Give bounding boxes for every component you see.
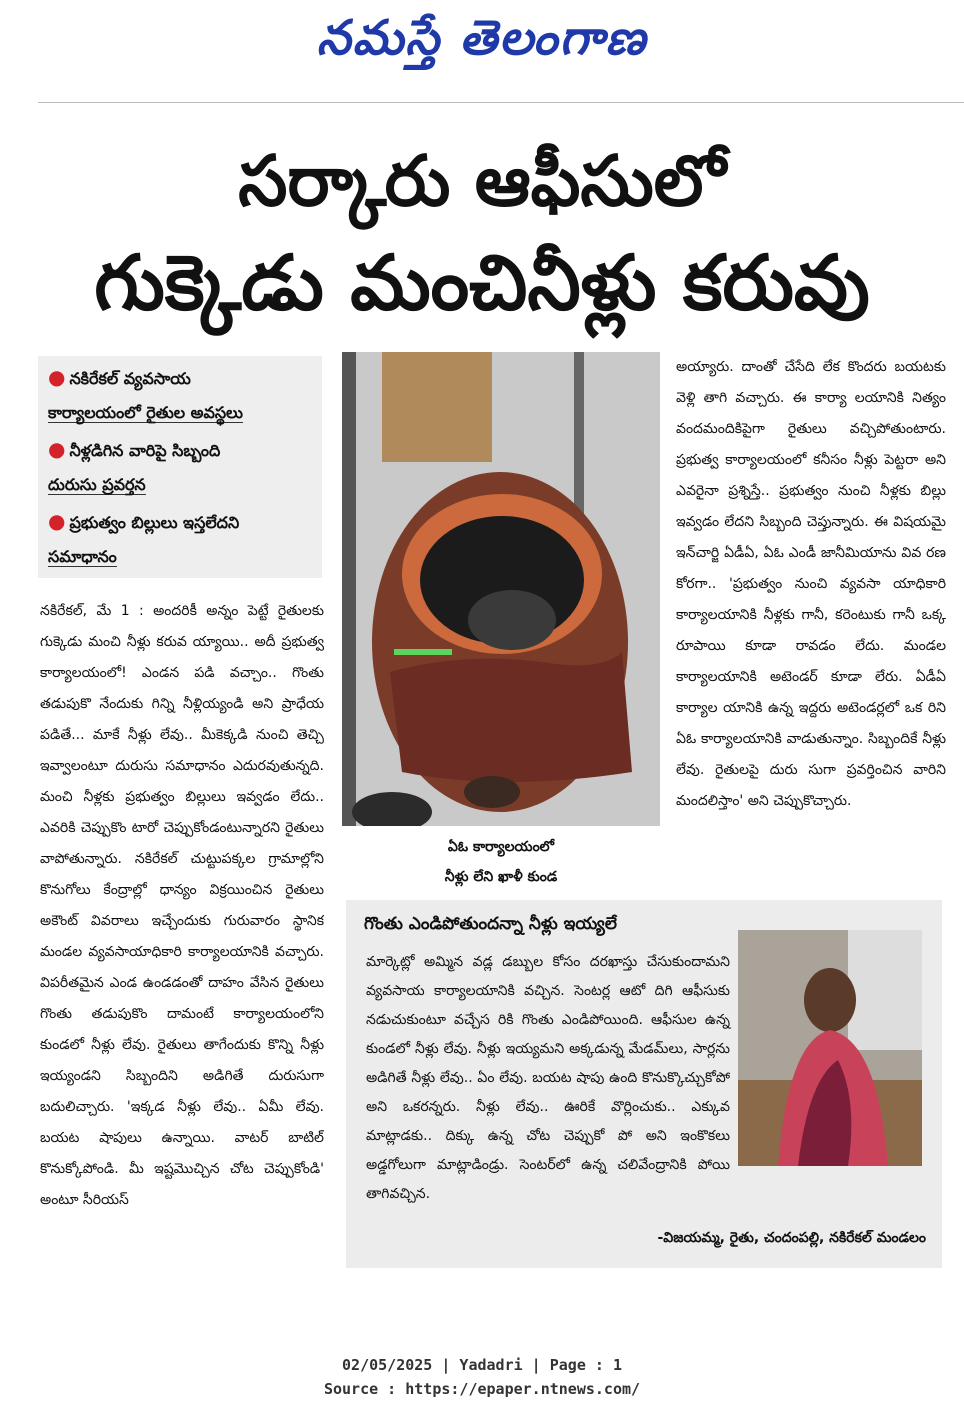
highlight-item	[48, 504, 318, 574]
footer-source-link[interactable]: Source : https://epaper.ntnews.com/	[323, 1380, 641, 1398]
article-body-left: నకిరేకల్, మే 1 : అందరికీ అన్నం పెట్టే రైతులకు గుక్కెడు మంచి నీళ్లు కరువ య్యాయి.. అదీ ప్రభుత్వ కార్యాలయంలో! ఎండన పడి వచ్చాం.. గొంతు తడుపుకొ నేందుకు గిన్ని నీళ్లియ్యండి అని ప్రాధేయ పడితే... మాకే నీళ్లు లేవు.. మీకెక్కడి నుంచి తెచ్చి ఇవ్వాలంటూ దురుసు సమాధానం ఎదురవుతున్నది. మంచి నీళ్లకు ప్రభుత్వం బిల్లులు ఇవ్వడం లేదు.. ఎవరికి చెప్పుకొం టారో చెప్పుకోండంటున్నారని రైతులు వాపోతున్నారు. నకిరేకల్ చుట్టుపక్కల గ్రామాల్లోని కొనుగోలు కేంద్రాల్లో ధాన్యం విక్రయించిన రైతులు అకౌంట్ వివరాలు ఇచ్చేందుకు గురువారం స్థానిక మండల వ్యవసాయాధికారి కార్యాలయానికి వచ్చారు. విపరీతమైన ఎండ ఉండడంతో దాహం వేసిన రైతులు గొంతు తడుపుకొం దామంటే కార్యాలయంలోని కుండలో నీళ్లు లేవు. రైతులు తాగేందుకు కొన్ని నీళ్లు ఇయ్యండని సిబ్బందిని అడిగితే దురుసుగా బదులిచ్చారు. 'ఇక్కడ నీళ్లు లేవు.. ఏమీ లేవు. బయట షాపులు ఉన్నాయి. వాటర్ బాటిల్ కొనుక్కోపోండి. మీ ఇష్టమొచ్చిన చోట చెప్పుకోండి' అంటూ సీరియస్	[40, 603, 324, 1208]
highlight-line: సమాధానం	[48, 547, 117, 566]
article-left-column	[40, 596, 324, 1276]
highlight-line: దురుసు ప్రవర్తన	[48, 475, 146, 494]
caption-line: నీళ్లు లేని ఖాళీ కుండ	[444, 869, 558, 885]
quote-text: మార్కెట్లో అమ్మిన వడ్ల డబ్బుల కోసం దరఖాస్తు చేసుకుందామని వ్యవసాయ కార్యాలయానికి వచ్చిన. సెంటర్ల ఆటో దిగి ఆఫీసుకు నడుచుకుంటూ వచ్చేస రికి గొంతు ఎండిపోయింది. ఆఫీసుల ఉన్న కుండలో నీళ్లు లేవు. నీళ్లు ఇయ్యమని అక్కడున్న మేడమ్‌లు, సార్లను అడిగితే నీళ్లు లేవు.. ఏం లేవు. బయట షాపు ఉంది కొనుక్కొచ్చుకోపో అని ఒకరన్నరు. నీళ్లు లేవు.. ఊరికే వొర్లించుకు.. ఎక్కువ మాట్లాడకు.. దిక్కు ఉన్న చోట చెప్పుకో పో అని ఇంకొకలు అడ్డగోలుగా మాట్లాడిండ్రు. సెంటర్‌లో ఉన్న చలివేంద్రానికి పోయి తాగివచ్చిన.	[366, 954, 730, 1202]
highlights-box	[38, 356, 322, 578]
article-right-column	[676, 352, 946, 882]
bullet-icon: ●	[48, 437, 66, 461]
footer-date-edition: 02/05/2025 | Yadadri | Page : 1	[342, 1356, 622, 1374]
article-body-right: అయ్యారు. దాంతో చేసేది లేక కొందరు బయటకు వెళ్లి తాగి వచ్చారు. ఈ కార్యా లయానికి నిత్యం వందమందికిపైగా రైతులు వచ్చిపోతుంటారు. ప్రభుత్వ కార్యాలయంలో కనీసం నీళ్లు పెట్టరా అని ఎవరైనా ప్రశ్నిస్తే.. ప్రభుత్వం నుంచి నీళ్లకు బిల్లు ఇవ్వడం లేదని సిబ్బంది చెప్తున్నారు. ఈ విషయమై ఇన్‌చార్జి ఏడీఏ, ఏఓ ఎండీ జానీమియాను వివ రణ కోరగా.. 'ప్రభుత్వం నుంచి వ్యవసా యాధికారి కార్యాలయానికి నీళ్లకు గానీ, కరెంటుకు గానీ ఒక్క రూపాయి కూడా రావడం లేదు. మండల కార్యాలయానికి అటెండర్ కూడా లేరు. ఏడీఏ కార్యాల యానికి ఉన్న ఇద్దరు అటెండర్లలో ఒక రిని ఏఓ కార్యాలయానికి వాడుతున్నాం. సిబ్బందికే నీళ్లు లేవు. రైతులపై దురు సుగా ప్రవర్తించిన వారిని మందలిస్తాం' అని చెప్పుకొచ్చారు.	[676, 359, 946, 809]
highlight-item	[48, 432, 318, 502]
highlight-item	[48, 360, 318, 430]
quote-box-title: గొంతు ఎండిపోతుందన్నా నీళ్లు ఇయ్యలే	[364, 914, 617, 934]
bullet-icon: ●	[48, 509, 66, 533]
highlight-line: కార్యాలయంలో రైతుల అవస్థలు	[48, 403, 243, 422]
farmer-portrait-photo	[738, 930, 922, 1166]
masthead-logo: నమస్తే తెలంగాణ	[316, 10, 648, 66]
farmer-quote-box	[346, 900, 942, 1268]
masthead-divider	[38, 102, 964, 103]
caption-line: ఏఓ కార్యాలయంలో	[447, 839, 555, 855]
quote-attribution: -విజయమ్మ, రైతు, చందంపల్లి, నకిరేకల్ మండలం	[657, 1230, 926, 1246]
photo-caption	[342, 832, 660, 892]
headline-line-1: సర్కారు ఆఫీసులో	[238, 140, 726, 222]
headline-line-2: గుక్కెడు మంచినీళ్లు కరువు	[94, 238, 870, 327]
empty-pot-photo	[342, 352, 660, 826]
bullet-icon: ●	[48, 365, 66, 389]
highlight-line: ప్రభుత్వం బిల్లులు ఇస్తలేదని	[69, 513, 240, 532]
highlight-line: నీళ్లడిగిన వారిపై సిబ్బంది	[69, 441, 221, 460]
highlight-line: నకిరేకల్ వ్యవసాయ	[69, 369, 191, 388]
